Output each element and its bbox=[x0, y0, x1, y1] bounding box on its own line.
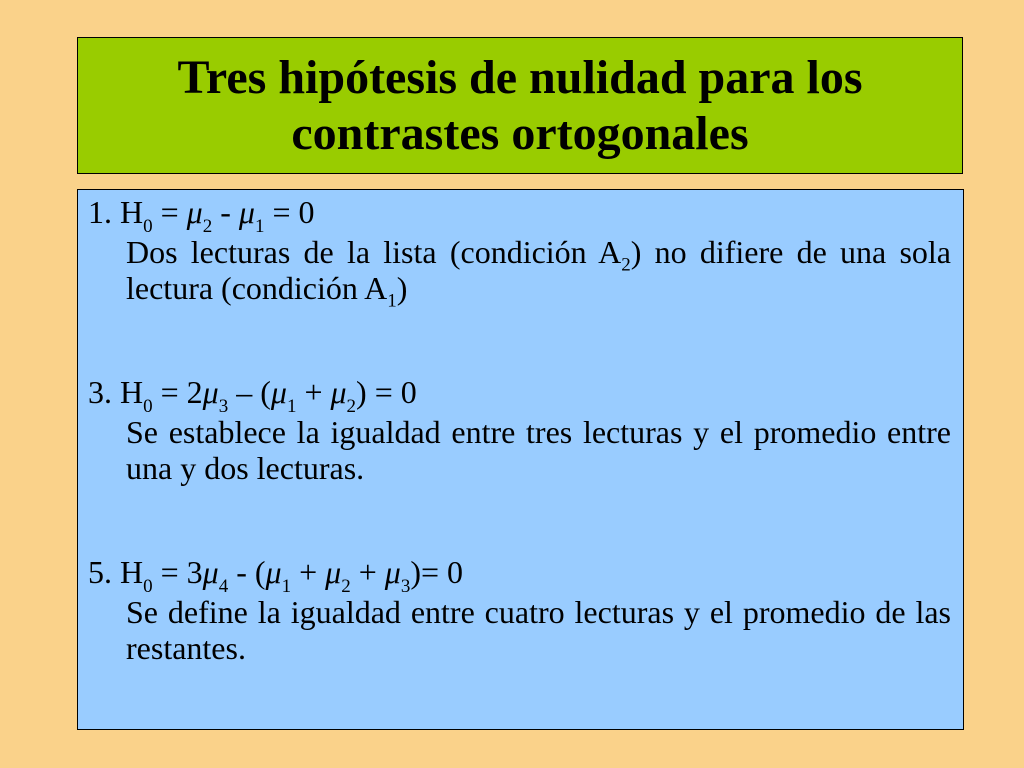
hypothesis-number: 5. bbox=[88, 554, 112, 590]
hypothesis-description-3: Se establece la igualdad entre tres lecturas y el promedio entre una y dos lecturas. bbox=[126, 414, 951, 486]
slide-content-box bbox=[77, 189, 964, 730]
hypothesis-description-1: Dos lecturas de la lista (condición $A_2$) no difiere de una sola lectura (condición $A_1$) bbox=[126, 234, 952, 312]
slide-title-line-1: Tres hipótesis de nulidad para los bbox=[177, 50, 863, 104]
hypothesis-number: 1. bbox=[88, 194, 112, 230]
hypothesis-item-5 bbox=[88, 554, 951, 666]
slide-title-line-2: contrastes ortogonales bbox=[291, 106, 749, 160]
hypothesis-item-3 bbox=[88, 374, 951, 486]
slide-title-box bbox=[77, 37, 963, 174]
hypothesis-equation-3: 3. $H_0 = 2\mu_3 - (\mu_1 + \mu_2) = 0$ bbox=[88, 374, 417, 418]
hypothesis-equation-1: 1. $H_0 = \mu_2 - \mu_1 = 0$ bbox=[88, 194, 315, 238]
hypothesis-description-5: Se define la igualdad entre cuatro lecturas y el promedio de las restantes. bbox=[126, 594, 951, 666]
hypothesis-item-1 bbox=[88, 194, 952, 312]
hypothesis-number: 3. bbox=[88, 374, 112, 410]
hypothesis-equation-5: 5. $H_0 = 3\mu_4 - (\mu_1 + \mu_2 + \mu_3)= 0$ bbox=[88, 554, 464, 598]
